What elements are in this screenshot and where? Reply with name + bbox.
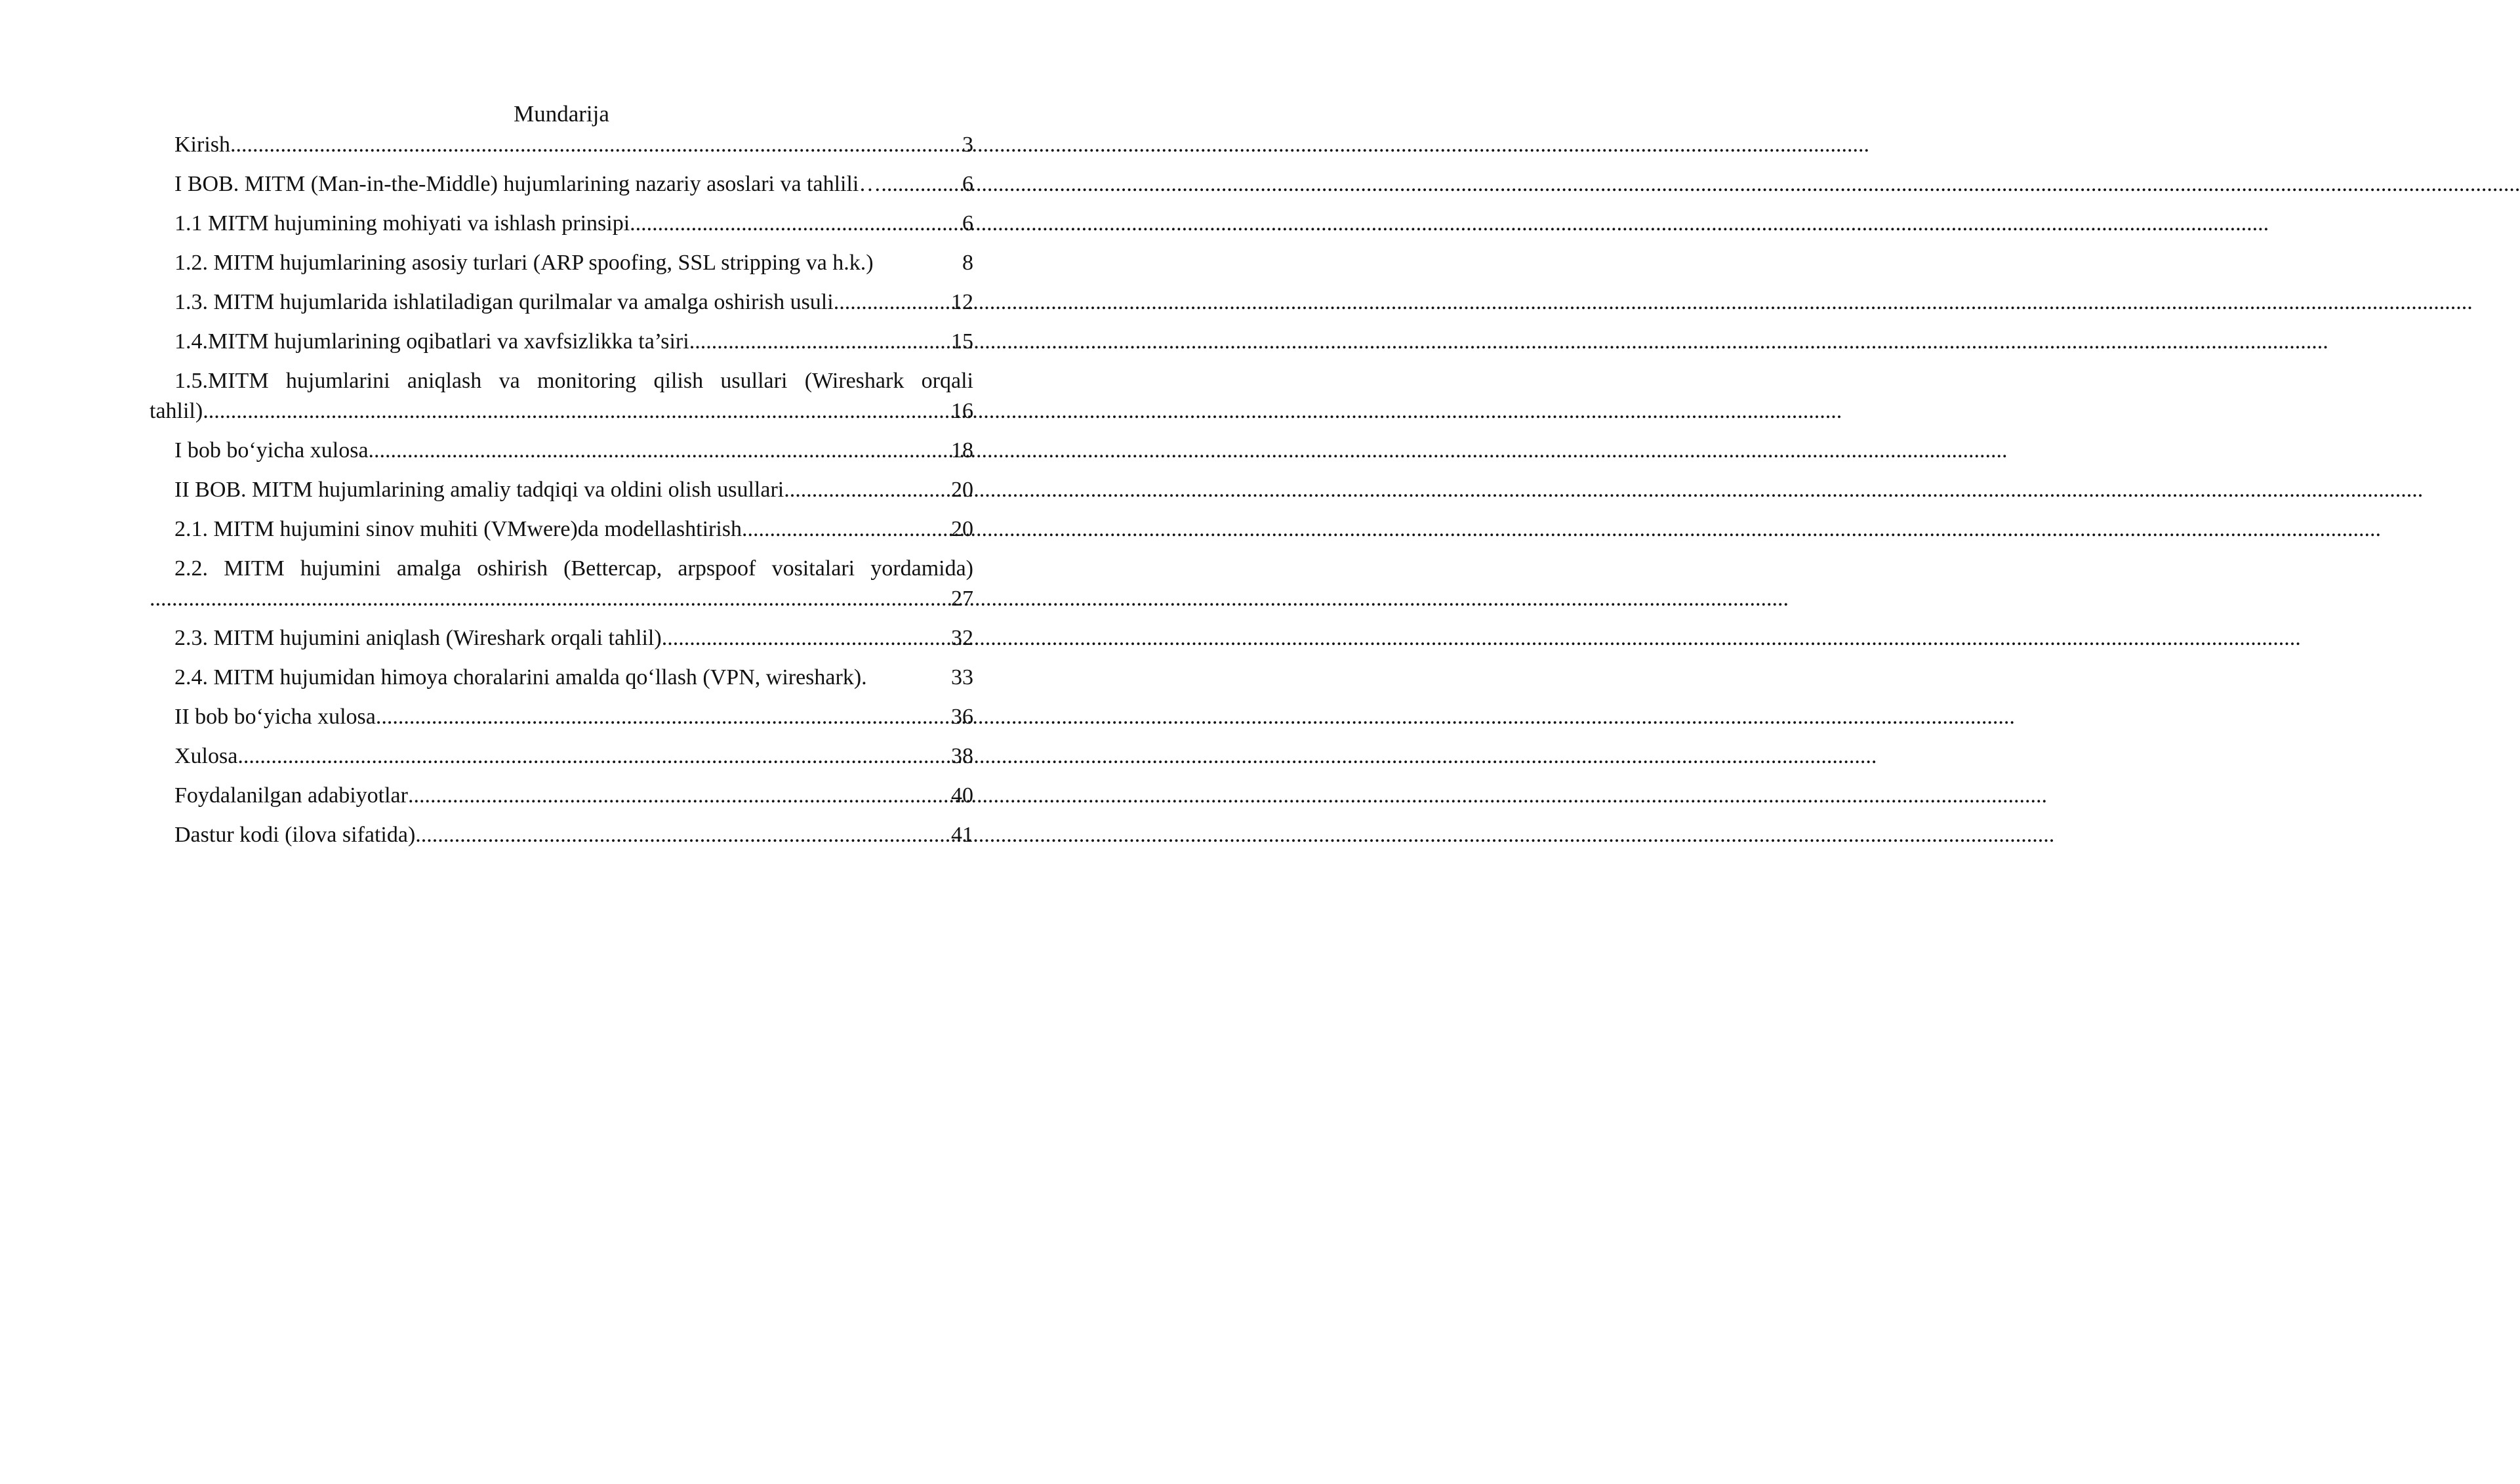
toc-page-number: 15 [951,329,973,354]
toc-leader-dots [689,327,950,357]
toc-page-number: 16 [951,399,973,423]
toc-leader-dots [784,475,950,505]
toc-page-number: 27 [951,587,973,611]
toc-leader-dots [230,130,961,160]
toc-page-number: 41 [951,823,973,847]
toc-entry-text-line1: 2.2. MITM hujumini amalga oshirish (Bettercap, arpspoof vositalari yordamida) [174,556,973,581]
toc-leader-dots [150,584,950,614]
toc-entry-text: 1.2. MITM hujumlarining asosiy turlari (ARP spoofing, SSL stripping va h.k.) [174,251,874,275]
toc-page-number: 32 [951,626,973,650]
toc-page-number: 6 [962,172,973,196]
toc-entry-kirish[interactable] [150,130,973,160]
toc-page-number: 20 [951,478,973,502]
toc-entry-2-1[interactable] [150,514,973,545]
toc-entry-text: I bob bo‘yicha xulosa [174,438,369,463]
toc-entry-text: 1.4.MITM hujumlarining oqibatlari va xavfsizlikka ta’siri [174,329,689,354]
table-of-contents [150,98,973,859]
toc-page-number: 20 [951,517,973,541]
document-page [0,0,1049,1484]
toc-page-number: 33 [951,665,973,690]
toc-entry-text: II bob bo‘yicha xulosa [174,705,376,729]
toc-entry-chapter-1[interactable] [150,169,973,199]
toc-title: Mundarija [514,101,609,127]
toc-leader-dots [376,702,950,732]
toc-entry-text: Dastur kodi (ilova sifatida) [174,823,416,847]
toc-entry-text: 1.1 MITM hujumining mohiyati va ishlash prinsipi [174,211,630,236]
toc-entry-text: Foydalanilgan adabiyotlar [174,783,408,808]
toc-entry-1-5[interactable] [150,366,973,426]
toc-leader-dots [662,623,950,653]
toc-entry-appendix-code[interactable] [150,820,973,850]
toc-entry-text-line2: tahlil) [150,399,203,423]
toc-entry-text: I BOB. MITM (Man-in-the-Middle) hujumlarining nazariy asoslari va tahlili… [174,172,882,196]
toc-leader-dots [408,781,950,811]
toc-entry-1-4[interactable] [150,327,973,357]
toc-page-number: 38 [951,744,973,768]
toc-entry-1-1[interactable] [150,209,973,239]
toc-page-number: 8 [962,251,973,275]
toc-entry-xulosa[interactable] [150,741,973,772]
toc-entry-1-3[interactable] [150,287,973,318]
toc-entry-2-3[interactable] [150,623,973,653]
toc-entry-text: 2.3. MITM hujumini aniqlash (Wireshark orqali tahlil) [174,626,662,650]
toc-entry-2-2[interactable] [150,554,973,614]
toc-leader-dots [415,820,950,850]
toc-entry-text: Kirish [174,133,230,157]
toc-leader-dots [742,514,950,545]
toc-leader-dots [630,209,961,239]
toc-entry-references[interactable] [150,781,973,811]
toc-entry-text: 2.1. MITM hujumini sinov muhiti (VMwere)da modellashtirish [174,517,742,541]
toc-entry-text: 1.3. MITM hujumlarida ishlatiladigan qurilmalar va amalga oshirish usuli [174,290,834,314]
toc-entry-chapter-2-summary[interactable] [150,702,973,732]
toc-page-number: 3 [962,133,973,157]
toc-entry-text-line1: 1.5.MITM hujumlarini aniqlash va monitoring qilish usullari (Wireshark orqali [174,369,973,393]
toc-page-number: 36 [951,705,973,729]
toc-entry-line2 [150,584,973,614]
toc-entry-line2 [150,396,973,426]
toc-leader-dots [237,741,950,772]
toc-leader-dots [834,287,950,318]
toc-leader-dots [881,169,961,199]
toc-entry-text: Xulosa [174,744,238,768]
toc-page-number: 40 [951,783,973,808]
toc-page-number: 12 [951,290,973,314]
toc-page-number: 18 [951,438,973,463]
toc-page-number: 6 [962,211,973,236]
toc-leader-dots [369,436,950,466]
toc-entry-2-4[interactable] [150,663,973,693]
toc-entry-chapter-1-summary[interactable] [150,436,973,466]
toc-leader-dots [203,396,950,426]
toc-entry-text: II BOB. MITM hujumlarining amaliy tadqiqi va oldini olish usullari [174,478,784,502]
toc-entry-1-2[interactable] [150,248,973,278]
toc-entry-text: 2.4. MITM hujumidan himoya choralarini amalda qo‘llash (VPN, wireshark). [174,665,867,690]
toc-entry-chapter-2[interactable] [150,475,973,505]
